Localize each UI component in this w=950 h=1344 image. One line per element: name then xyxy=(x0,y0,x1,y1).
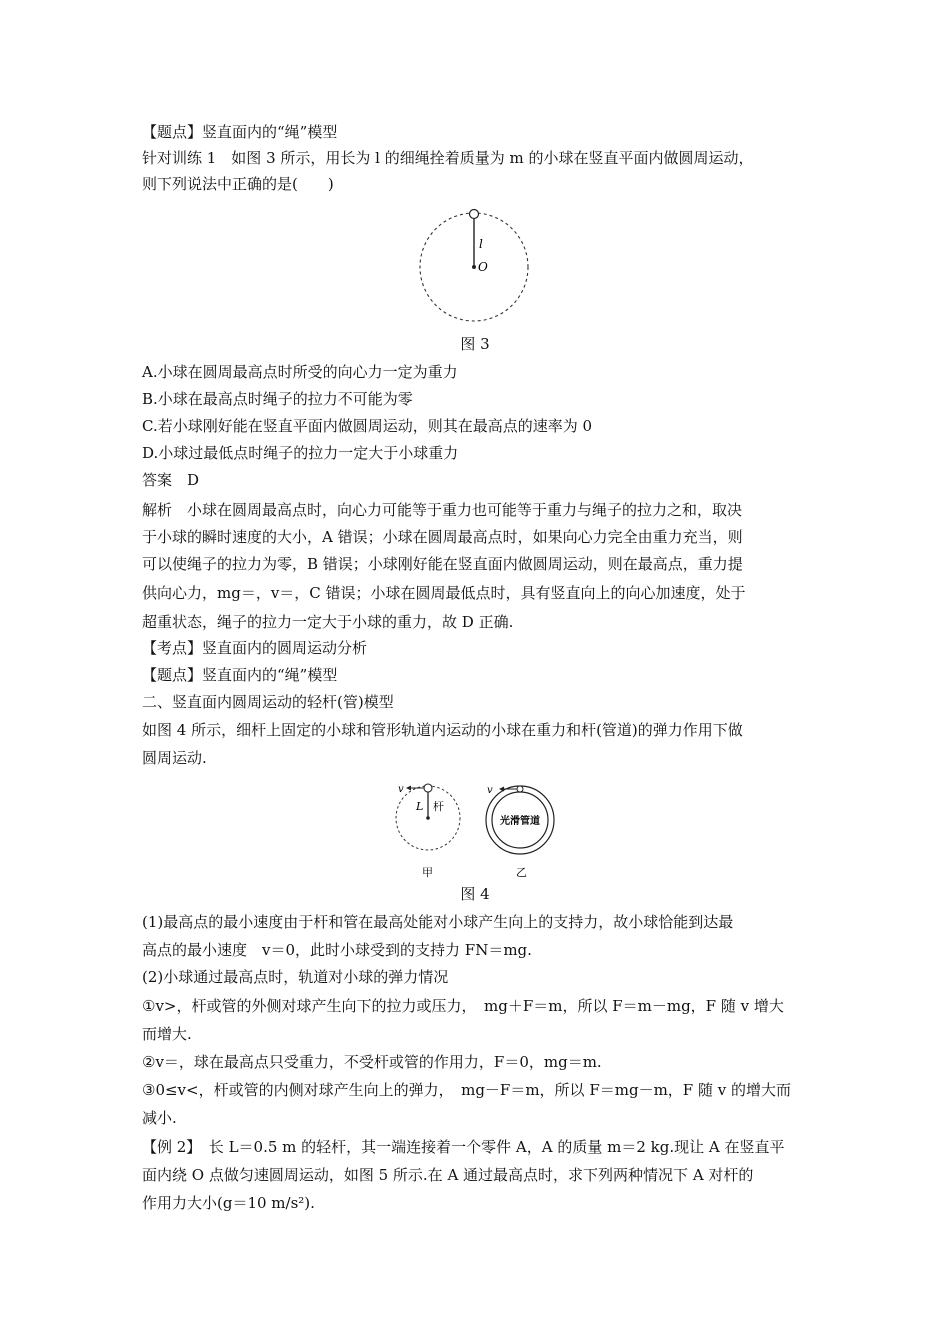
figure-4-rod-and-tube xyxy=(380,778,570,882)
label-v: v xyxy=(398,784,404,795)
case-3-line1: ③0≤v<，杆或管的内侧对球产生向上的弹力， mg－F＝m，所以 F＝mg－m，F 随 v 的增大而 xyxy=(142,1081,791,1099)
exercise-text-line2: 则下列说法中正确的是( ) xyxy=(142,175,334,193)
point-1-line1: (1)最高点的最小速度由于杆和管在最高处能对小球产生向上的支持力，故小球恰能到达最 xyxy=(142,913,734,931)
tube-model-diagram xyxy=(486,785,554,879)
arrow-head-icon xyxy=(499,787,504,792)
ball xyxy=(517,786,523,792)
center-point xyxy=(426,816,430,820)
case-1-line1: ①v>，杆或管的外侧对球产生向下的拉力或压力， mg＋F＝m，所以 F＝m－mg，F 随 v 增大 xyxy=(142,997,784,1015)
analysis-line: 于小球的瞬时速度的大小，A 错误；小球在圆周最高点时，如果向心力完全由重力充当，则 xyxy=(142,528,743,546)
point-1-line2: 高点的最小速度 v＝0，此时小球受到的支持力 FN＝mg. xyxy=(142,941,532,959)
point-2-heading: (2)小球通过最高点时，轨道对小球的弹力情况 xyxy=(142,968,449,986)
example-2-line3: 作用力大小(g＝10 m/s²). xyxy=(142,1194,315,1212)
label-yi: 乙 xyxy=(516,866,527,879)
label-rod: 杆 xyxy=(433,800,444,813)
ball xyxy=(424,784,432,792)
figure-3-caption: 图 3 xyxy=(460,335,490,353)
figure-4-caption: 图 4 xyxy=(460,885,490,903)
label-jia: 甲 xyxy=(422,866,433,879)
label-l: l xyxy=(479,237,483,251)
label-L: L xyxy=(416,800,424,813)
analysis-line: 供向心力，mg＝，v＝，C 错误；小球在圆周最低点时，具有竖直向上的向心加速度，处于 xyxy=(142,584,746,602)
arrow-head-icon xyxy=(406,786,411,791)
option-a: A.小球在圆周最高点时所受的向心力一定为重力 xyxy=(142,363,458,381)
section-2-title: 二、竖直面内圆周运动的轻杆(管)模型 xyxy=(142,693,394,711)
answer-line: 答案 D xyxy=(142,471,200,489)
section-2-intro-line2: 圆周运动. xyxy=(142,749,207,767)
option-c: C.若小球刚好能在竖直平面内做圆周运动，则其在最高点的速率为 0 xyxy=(142,417,593,435)
ball xyxy=(470,210,479,219)
option-b: B.小球在最高点时绳子的拉力不可能为零 xyxy=(142,390,413,408)
case-1-line2: 而增大. xyxy=(142,1025,192,1043)
center-point xyxy=(472,265,476,269)
section-2-intro-line1: 如图 4 所示，细杆上固定的小球和管形轨道内运动的小球在重力和杆(管道)的弹力作用下做 xyxy=(142,721,743,739)
analysis-line: 可以使绳子的拉力为零，B 错误；小球刚好能在竖直面内做圆周运动，则在最高点，重力提 xyxy=(142,555,743,573)
rod-model-diagram xyxy=(396,784,460,879)
case-3-line2: 减小. xyxy=(142,1109,177,1127)
figure-3-rope-circle xyxy=(410,208,540,330)
kaodian-heading: 【考点】竖直面内的圆周运动分析 xyxy=(142,639,368,657)
label-o: O xyxy=(478,260,488,274)
exercise-text-line1: 针对训练 1 如图 3 所示，用长为 l 的细绳拴着质量为 m 的小球在竖直平面内做圆周运动， xyxy=(142,149,754,167)
option-d: D.小球过最低点时绳子的拉力一定大于小球重力 xyxy=(142,444,459,462)
case-2-line: ②v＝，球在最高点只受重力，不受杆或管的作用力，F＝0，mg＝m. xyxy=(142,1053,602,1071)
tidian-heading: 【题点】竖直面内的“绳”模型 xyxy=(142,666,338,684)
label-v: v xyxy=(487,785,493,796)
label-smooth-tube: 光滑管道 xyxy=(500,816,540,827)
analysis-line: 解析 小球在圆周最高点时，向心力可能等于重力也可能等于重力与绳子的拉力之和，取决 xyxy=(142,501,743,519)
example-2-line2: 面内绕 O 点做匀速圆周运动，如图 5 所示.在 A 通过最高点时，求下列两种情况下 A 对杆的 xyxy=(142,1166,754,1184)
example-2-line1: 【例 2】 长 L＝0.5 m 的轻杆，其一端连接着一个零件 A，A 的质量 m＝2 kg.现让 A 在竖直平 xyxy=(142,1138,785,1156)
topic-heading: 【题点】竖直面内的“绳”模型 xyxy=(142,123,338,141)
analysis-line: 超重状态，绳子的拉力一定大于小球的重力，故 D 正确. xyxy=(142,613,514,631)
